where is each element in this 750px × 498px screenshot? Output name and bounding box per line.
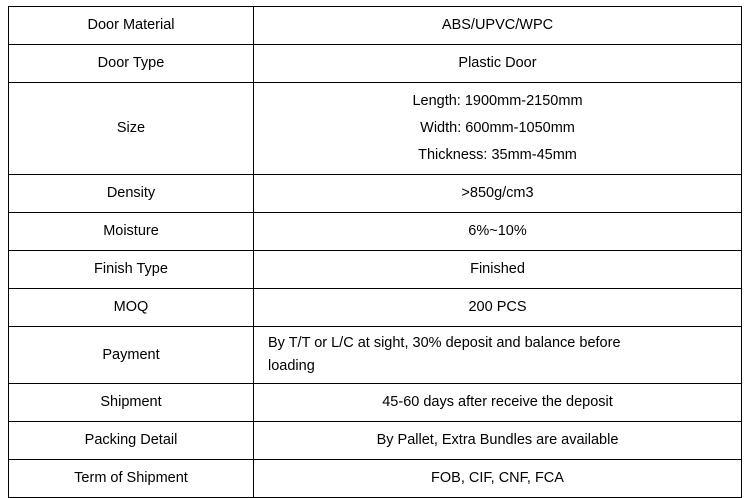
row-value-size bbox=[254, 83, 742, 175]
row-label-packing-detail: Packing Detail bbox=[9, 422, 254, 460]
row-value-finish-type bbox=[254, 251, 742, 289]
table-row bbox=[9, 7, 742, 45]
row-label-term-of-shipment: Term of Shipment bbox=[9, 460, 254, 498]
value-line: 6%~10% bbox=[468, 223, 527, 240]
table-row bbox=[9, 460, 742, 498]
value-line: 45-60 days after receive the deposit bbox=[382, 394, 613, 411]
row-value-moq bbox=[254, 289, 742, 327]
value-line: By Pallet, Extra Bundles are available bbox=[376, 432, 619, 449]
row-value-moisture bbox=[254, 213, 742, 251]
row-label-density: Density bbox=[9, 175, 254, 213]
row-value-payment bbox=[254, 327, 742, 384]
table-row bbox=[9, 175, 742, 213]
value-line-thickness: Thickness: 35mm-45mm bbox=[418, 147, 577, 164]
row-label-size: Size bbox=[9, 83, 254, 175]
row-label-payment: Payment bbox=[9, 327, 254, 384]
value-line: Plastic Door bbox=[458, 55, 537, 72]
row-label-moq: MOQ bbox=[9, 289, 254, 327]
table-row bbox=[9, 213, 742, 251]
value-line: ABS/UPVC/WPC bbox=[441, 17, 554, 33]
value-line-length: Length: 1900mm-2150mm bbox=[412, 93, 583, 110]
row-label-finish-type: Finish Type bbox=[9, 251, 254, 289]
row-value-door-type bbox=[254, 45, 742, 83]
table-row bbox=[9, 83, 742, 175]
row-label-moisture: Moisture bbox=[9, 213, 254, 251]
value-line: 200 PCS bbox=[468, 299, 527, 316]
table-row bbox=[9, 251, 742, 289]
value-line-2: loading bbox=[268, 358, 315, 375]
table-row bbox=[9, 327, 742, 384]
table-row bbox=[9, 384, 742, 422]
product-specification-table bbox=[8, 6, 742, 498]
value-line: >850g/cm3 bbox=[461, 185, 534, 202]
row-value-term-of-shipment bbox=[254, 460, 742, 498]
table-row bbox=[9, 289, 742, 327]
value-line-width: Width: 600mm-1050mm bbox=[420, 120, 575, 137]
value-line-1: By T/T or L/C at sight, 30% deposit and balance before bbox=[268, 335, 621, 352]
value-line: FOB, CIF, CNF, FCA bbox=[431, 470, 564, 487]
row-label-door-material: Door Material bbox=[9, 7, 254, 45]
row-value-door-material bbox=[254, 7, 742, 45]
value-line: Finished bbox=[470, 261, 525, 278]
row-label-shipment: Shipment bbox=[9, 384, 254, 422]
row-value-shipment bbox=[254, 384, 742, 422]
row-value-density bbox=[254, 175, 742, 213]
table-row bbox=[9, 45, 742, 83]
row-label-door-type: Door Type bbox=[9, 45, 254, 83]
table-body bbox=[9, 7, 742, 498]
